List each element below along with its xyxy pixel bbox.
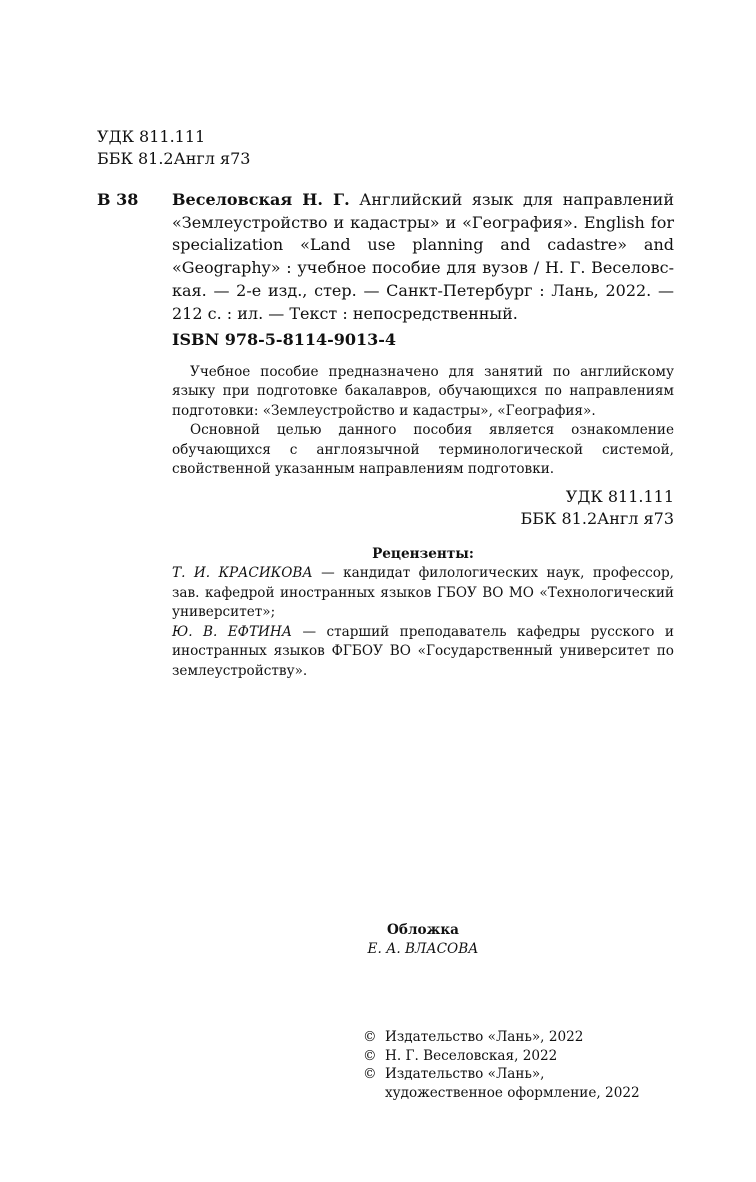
copyright-icon: © xyxy=(363,1066,377,1082)
record-line: «Geography» : учебное пособие для вузов / Н. Г. Веселовс- xyxy=(172,258,674,278)
reviewer-name: Т. И. КРАСИКОВА xyxy=(172,565,313,581)
cover-title: Обложка xyxy=(387,922,459,938)
reviewer-description: — кандидат филологических наук, профессор, зав. кафедрой иностранных языков ГБОУ ВО МО «Технологический университет»; xyxy=(172,565,674,621)
record-line: «Землеустройство и кадастры» и «География». English for xyxy=(172,212,674,232)
bibliographic-record xyxy=(172,189,674,325)
copyright-text: Издательство «Лань», 2022 xyxy=(385,1029,584,1045)
reviewers-title: Рецензенты: xyxy=(372,546,474,562)
isbn: ISBN 978-5-8114-9013-4 xyxy=(172,330,397,349)
reviewer-entry xyxy=(172,623,674,682)
copyright-text: Издательство «Лань», xyxy=(385,1066,545,1082)
classification-codes xyxy=(97,126,250,170)
reviewer-name: Ю. В. ЕФТИНА xyxy=(172,623,293,640)
copyright-continuation: художественное оформление, 2022 xyxy=(385,1084,640,1101)
record-line: кая. — 2-е изд., стер. — Санкт-Петербург : Лань, 2022. — xyxy=(172,280,674,300)
bbk-code: ББК 81.2Англ я73 xyxy=(520,509,674,528)
annotation-paragraph: Основной целью данного пособия является ознакомление обучающихся с англоязычной терминологической системой, свойственной указанным направлениям подготовки. xyxy=(172,422,674,478)
cover-designer: Е. А. ВЛАСОВА xyxy=(367,941,479,957)
udk-code: УДК 811.111 xyxy=(97,127,206,146)
bbk-code: ББК 81.2Англ я73 xyxy=(97,149,251,168)
annotation xyxy=(172,363,674,479)
catalog-mark: В 38 xyxy=(97,190,139,209)
record-line: 212 с. : ил. — Текст : непосредственный. xyxy=(172,303,518,323)
record-line: Английский язык для направлений xyxy=(359,190,674,209)
reviewer-description: — старший преподаватель кафедры русского и иностранных языков ФГБОУ ВО «Государственный университет по землеустройству». xyxy=(172,623,674,679)
classification-codes-right xyxy=(521,486,674,530)
annotation-paragraph: Учебное пособие предназначено для занятий по английскому языку при подготовке бакалавров, обучающихся по направлениям подготовки: «Землеустройство и кадастры», «География». xyxy=(172,364,674,419)
copyright-line xyxy=(363,1028,640,1047)
copyright-icon: © xyxy=(363,1029,377,1045)
reviewers-list xyxy=(172,564,674,682)
record-line: specialization «Land use planning and cadastre» and xyxy=(172,235,674,255)
copyright-block xyxy=(363,1028,640,1102)
copyright-line xyxy=(363,1065,640,1084)
copyright-icon: © xyxy=(363,1047,377,1064)
udk-code: УДК 811.111 xyxy=(565,487,674,506)
record-author: Веселовская Н. Г. xyxy=(172,190,350,209)
copyright-text: Н. Г. Веселовская, 2022 xyxy=(385,1047,558,1064)
copyright-line xyxy=(363,1047,640,1066)
reviewer-entry xyxy=(172,564,674,623)
